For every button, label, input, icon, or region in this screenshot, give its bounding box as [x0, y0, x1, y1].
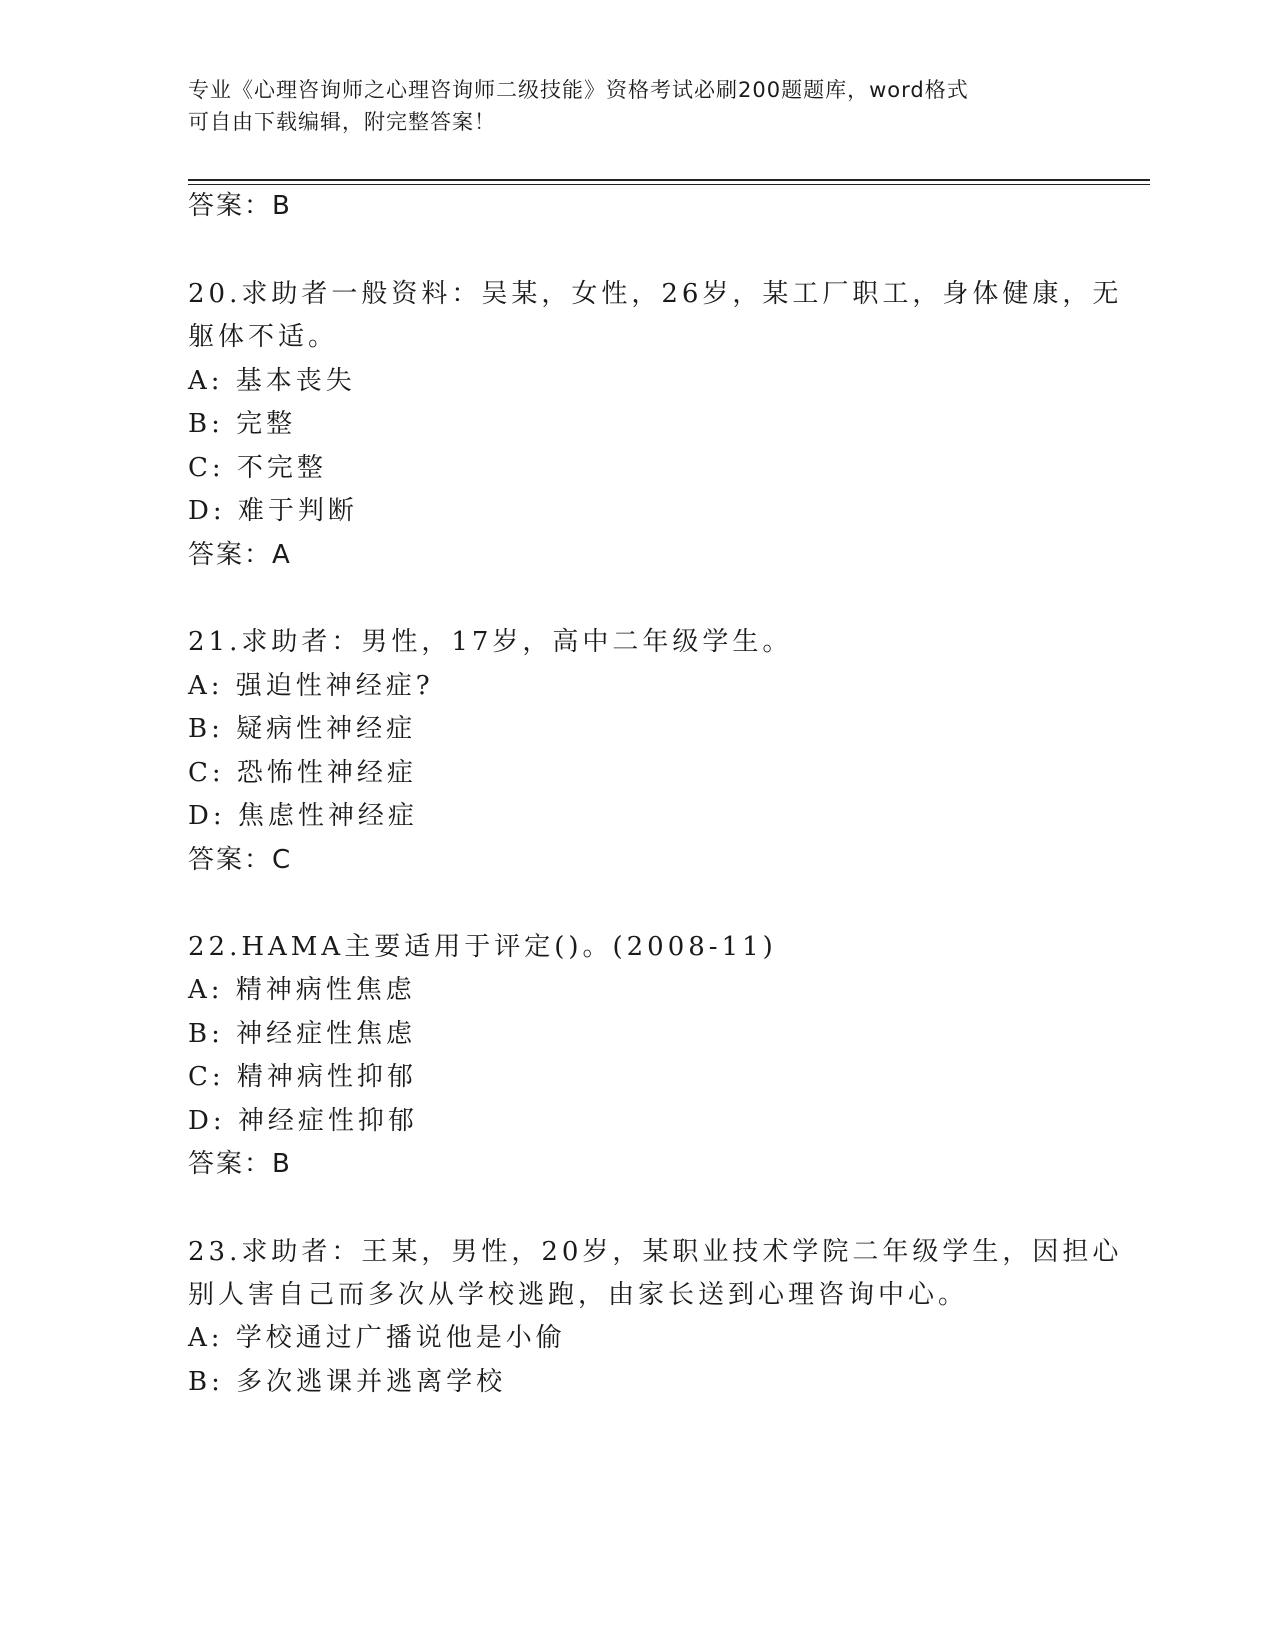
question-20-option-d: D: 难于判断: [188, 496, 358, 526]
question-22-text: 22.HAMA主要适用于评定()。(2008-11): [188, 932, 777, 962]
header-line-2: 可自由下载编辑，附完整答案！: [188, 110, 496, 134]
question-20-text: 20.求助者一般资料：吴某，女性，26岁，某工厂职工，身体健康，无: [188, 279, 1123, 309]
question-21-option-d: D: 焦虑性神经症: [188, 801, 418, 831]
question-22-option-b: B: 神经症性焦虑: [188, 1019, 417, 1049]
header-rule-thick: [188, 179, 1150, 181]
question-23-option-a: A: 学校通过广播说他是小偷: [188, 1323, 566, 1353]
question-22-option-c: C: 精神病性抑郁: [188, 1062, 417, 1092]
header-rule-thin: [188, 184, 1150, 185]
question-20-text-cont: 躯体不适。: [188, 322, 339, 352]
answer-20: 答案：A: [188, 540, 292, 570]
question-21-option-b: B: 疑病性神经症: [188, 714, 417, 744]
question-22-option-a: A: 精神病性焦虑: [188, 975, 416, 1005]
question-22-option-d: D: 神经症性抑郁: [188, 1106, 418, 1136]
header-line-1: 专业《心理咨询师之心理咨询师二级技能》资格考试必刷200题题库，word格式: [188, 78, 969, 102]
question-21-text: 21.求助者：男性，17岁，高中二年级学生。: [188, 627, 793, 657]
question-21-option-a: A: 强迫性神经症?: [188, 671, 434, 701]
answer-21: 答案：C: [188, 845, 293, 875]
answer-19: 答案：B: [188, 191, 292, 221]
question-20-option-b: B: 完整: [188, 409, 297, 439]
question-20-option-a: A: 基本丧失: [188, 366, 356, 396]
question-20-option-c: C: 不完整: [188, 453, 327, 483]
question-23-option-b: B: 多次逃课并逃离学校: [188, 1367, 507, 1397]
question-21-option-c: C: 恐怖性神经症: [188, 758, 417, 788]
answer-22: 答案：B: [188, 1149, 292, 1179]
document-header: [188, 74, 1088, 138]
question-23-text-cont: 别人害自己而多次从学校逃跑，由家长送到心理咨询中心。: [188, 1280, 969, 1310]
question-23-text: 23.求助者：王某，男性，20岁，某职业技术学院二年级学生，因担心: [188, 1237, 1123, 1267]
